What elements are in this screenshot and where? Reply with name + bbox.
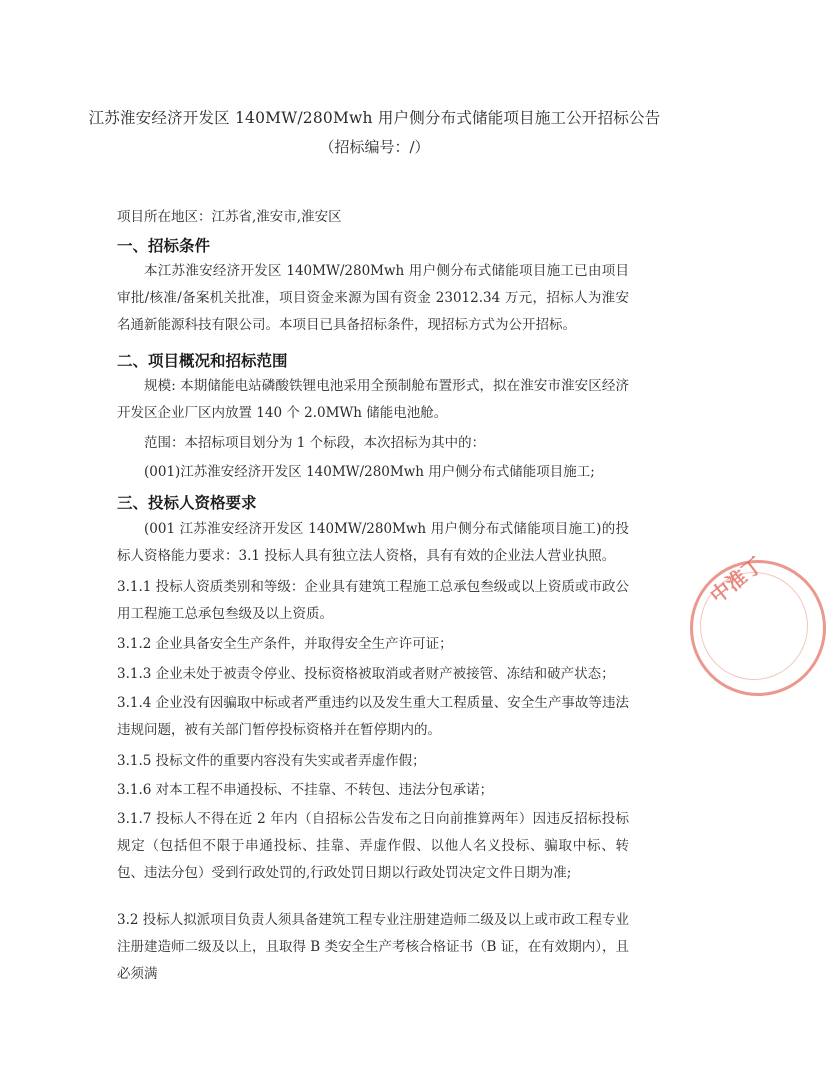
paragraph-3-1-7: 3.1.7 投标人不得在近 2 年内（自招标公告发布之日向前推算两年）因违反招标投标规定（包括但不限于串通投标、挂靠、弄虚作假、以他人名义投标、骗取中标、转包、违法分包）受到行政处罚的,行政处罚日期以行政处罚决定文件日期为准; (117, 811, 629, 881)
paragraph-qualification-intro: (001 江苏淮安经济开发区 140MW/280Mwh 用户侧分布式储能项目施工)的投标人资格能力要求：3.1 投标人具有独立法人资格，具有有效的企业法人营业执照。 (117, 521, 629, 564)
project-region: 项目所在地区：江苏省,淮安市,淮安区 (117, 209, 342, 225)
official-seal-text: 中淮丁 (705, 552, 768, 609)
paragraph-scale: 规模: 本期储能电站磷酸铁锂电池采用全预制舱布置形式，拟在淮安市淮安区经济开发区企业厂区内放置 140 个 2.0MWh 储能电池舱。 (117, 378, 629, 421)
paragraph-3-1-2: 3.1.2 企业具备安全生产条件，并取得安全生产许可证； (117, 636, 453, 652)
section-heading-bidding-conditions: 一、招标条件 (117, 237, 211, 255)
paragraph-3-1-3: 3.1.3 企业未处于被责令停业、投标资格被取消或者财产被接管、冻结和破产状态； (117, 666, 615, 682)
paragraph-lot: (001)江苏淮安经济开发区 140MW/280Mwh 用户侧分布式储能项目施工; (144, 464, 595, 480)
paragraph-3-1-1: 3.1.1 投标人资质类别和等级：企业具有建筑工程施工总承包叁级或以上资质或市政公用工程施工总承包叁级及以上资质。 (117, 579, 629, 622)
paragraph-scope: 范围：本招标项目划分为 1 个标段，本次招标为其中的： (144, 435, 486, 451)
paragraph-3-1-4: 3.1.4 企业没有因骗取中标或者严重违约以及发生重大工程质量、安全生产事故等违法违规问题，被有关部门暂停投标资格并在暂停期内的。 (117, 695, 629, 738)
page-title: 江苏淮安经济开发区 140MW/280Mwh 用户侧分布式储能项目施工公开招标公告 (88, 109, 661, 127)
section-heading-bidder-qualification: 三、投标人资格要求 (117, 494, 257, 512)
paragraph-3-2: 3.2 投标人拟派项目负责人须具备建筑工程专业注册建造师二级及以上或市政工程专业注册建造师二级及以上，且取得 B 类安全生产考核合格证书（B 证，在有效期内），且必须满 (117, 912, 629, 982)
paragraph-3-1-6: 3.1.6 对本工程不串通投标、不挂靠、不转包、违法分包承诺； (117, 782, 494, 798)
section-heading-project-overview: 二、项目概况和招标范围 (117, 352, 288, 370)
paragraph-bidding-conditions: 本江苏淮安经济开发区 140MW/280Mwh 用户侧分布式储能项目施工已由项目审批/核准/备案机关批准，项目资金来源为国有资金 23012.34 万元，招标人为淮安名通新能源科技有限公司。本项目已具备招标条件，现招标方式为公开招标。 (117, 263, 629, 333)
paragraph-3-1-5: 3.1.5 投标文件的重要内容没有失实或者弄虚作假； (117, 753, 426, 769)
tender-number: （招标编号：/） (319, 138, 430, 156)
